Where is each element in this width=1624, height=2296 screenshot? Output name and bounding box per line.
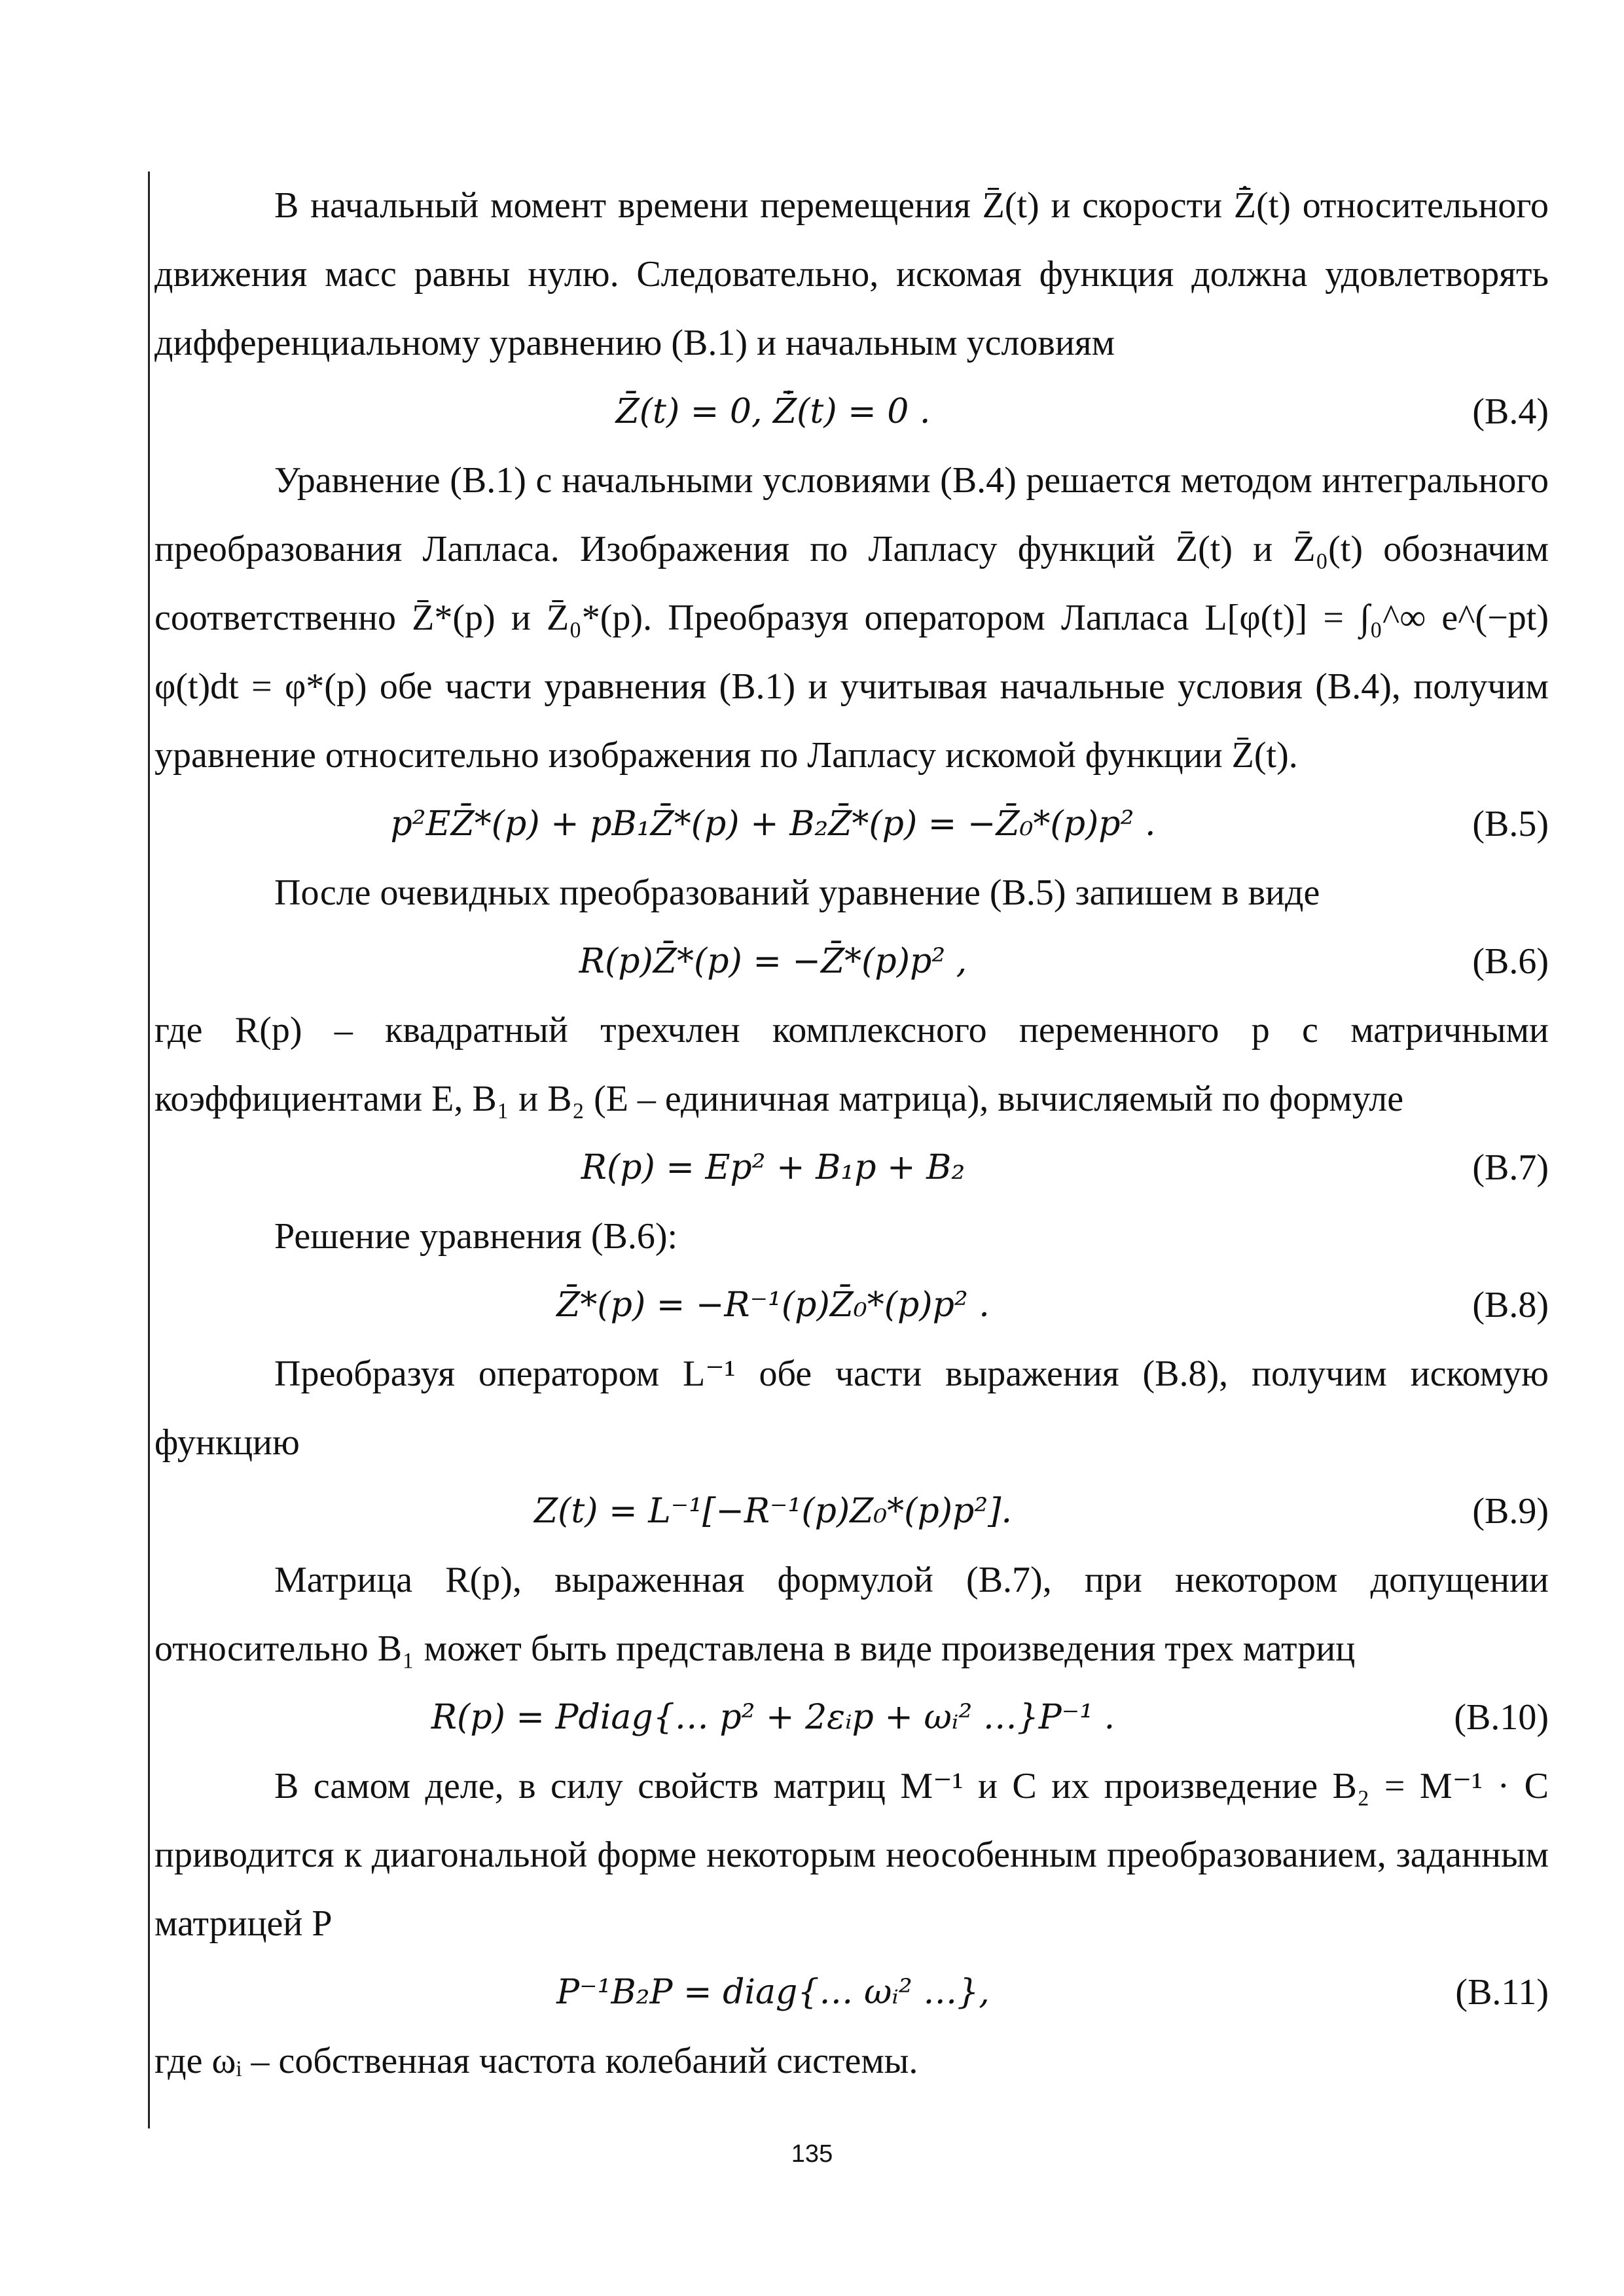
equation-b7	[154, 1134, 1549, 1202]
equation-b5	[154, 790, 1549, 859]
equation-number: (В.5)	[1472, 804, 1549, 844]
paragraph: Решение уравнения (В.6):	[274, 1216, 678, 1257]
equation-expression: Z̄(t) = 0, Z̄̇(t) = 0 .	[615, 392, 931, 431]
equation-expression: Z(t) = L⁻¹[−R⁻¹(p)Z₀*(p)p²].	[533, 1492, 1012, 1531]
equation-expression: R(p)Z̄*(p) = −Z̄*(p)p² ,	[579, 942, 967, 981]
equation-number: (В.11)	[1455, 1972, 1549, 2013]
paragraph: В самом деле, в силу свойств матриц M⁻¹ и C их произведение B₂ = M⁻¹ · C приводится к диагональной форме некоторым неособенным преобразованием, заданным матрицей P	[154, 1766, 1549, 1944]
page-number: 135	[791, 2140, 833, 2168]
equation-number: (В.8)	[1472, 1285, 1549, 1325]
equation-b9	[154, 1477, 1549, 1546]
paragraph: Матрица R(p), выраженная формулой (В.7), при некотором допущении относительно B₁ может быть представлена в виде произведения трех матриц	[154, 1560, 1549, 1669]
paragraph: Уравнение (В.1) с начальными условиями (В.4) решается методом интегрального преобразования Лапласа. Изображения по Лапласу функций Z̄(t) и Z̄₀(t) обозначим соответственно Z̄*(p) и Z̄₀*(p). Преобразуя оператором Лапласа L[φ(t)] = ∫₀^∞ e^(−pt) φ(t)dt = φ*(p) обе части уравнения (В.1) и учитывая начальные условия (В.4), получим уравнение относительно изображения по Лапласу искомой функции Z̄(t).	[154, 460, 1549, 776]
equation-b6	[154, 927, 1549, 996]
equation-expression: Z̄*(p) = −R⁻¹(p)Z̄₀*(p)p² .	[556, 1285, 990, 1325]
paragraph: После очевидных преобразований уравнение (В.5) запишем в виде	[274, 872, 1320, 913]
paragraph: где R(p) – квадратный трехчлен комплексного переменного p с матричными коэффициентами E, B₁ и B₂ (E – единичная матрица), вычисляемый по формуле	[154, 1010, 1549, 1119]
equation-number: (В.10)	[1454, 1697, 1549, 1738]
margin-rule	[148, 171, 150, 2128]
equation-number: (В.6)	[1472, 941, 1549, 982]
equation-number: (В.9)	[1472, 1491, 1549, 1532]
equation-b10	[154, 1683, 1549, 1752]
paragraph: Преобразуя оператором L⁻¹ обе части выражения (В.8), получим искомую функцию	[154, 1354, 1549, 1463]
equation-expression: p²EZ̄*(p) + pB₁Z̄*(p) + B₂Z̄*(p) = −Z̄₀*(p)p² .	[390, 804, 1156, 844]
equation-number: (В.4)	[1472, 391, 1549, 432]
equation-expression: P⁻¹B₂P = diag{… ωᵢ² …},	[556, 1973, 990, 2012]
paragraph: В начальный момент времени перемещения Z̄(t) и скорости Z̄̇(t) относительного движения масс равны нулю. Следовательно, искомая функция должна удовлетворять дифференциальному уравнению (В.1) и начальным условиям	[154, 185, 1549, 363]
equation-b8	[154, 1271, 1549, 1340]
page-body	[154, 171, 1549, 2096]
equation-number: (В.7)	[1472, 1147, 1549, 1188]
equation-expression: R(p) = Pdiag{… p² + 2εᵢp + ωᵢ² …}P⁻¹ .	[431, 1698, 1115, 1737]
equation-b11	[154, 1958, 1549, 2027]
equation-expression: R(p) = Ep² + B₁p + B₂	[581, 1148, 965, 1187]
equation-b4	[154, 378, 1549, 446]
paragraph: где ωᵢ – собственная частота колебаний системы.	[154, 2041, 918, 2081]
